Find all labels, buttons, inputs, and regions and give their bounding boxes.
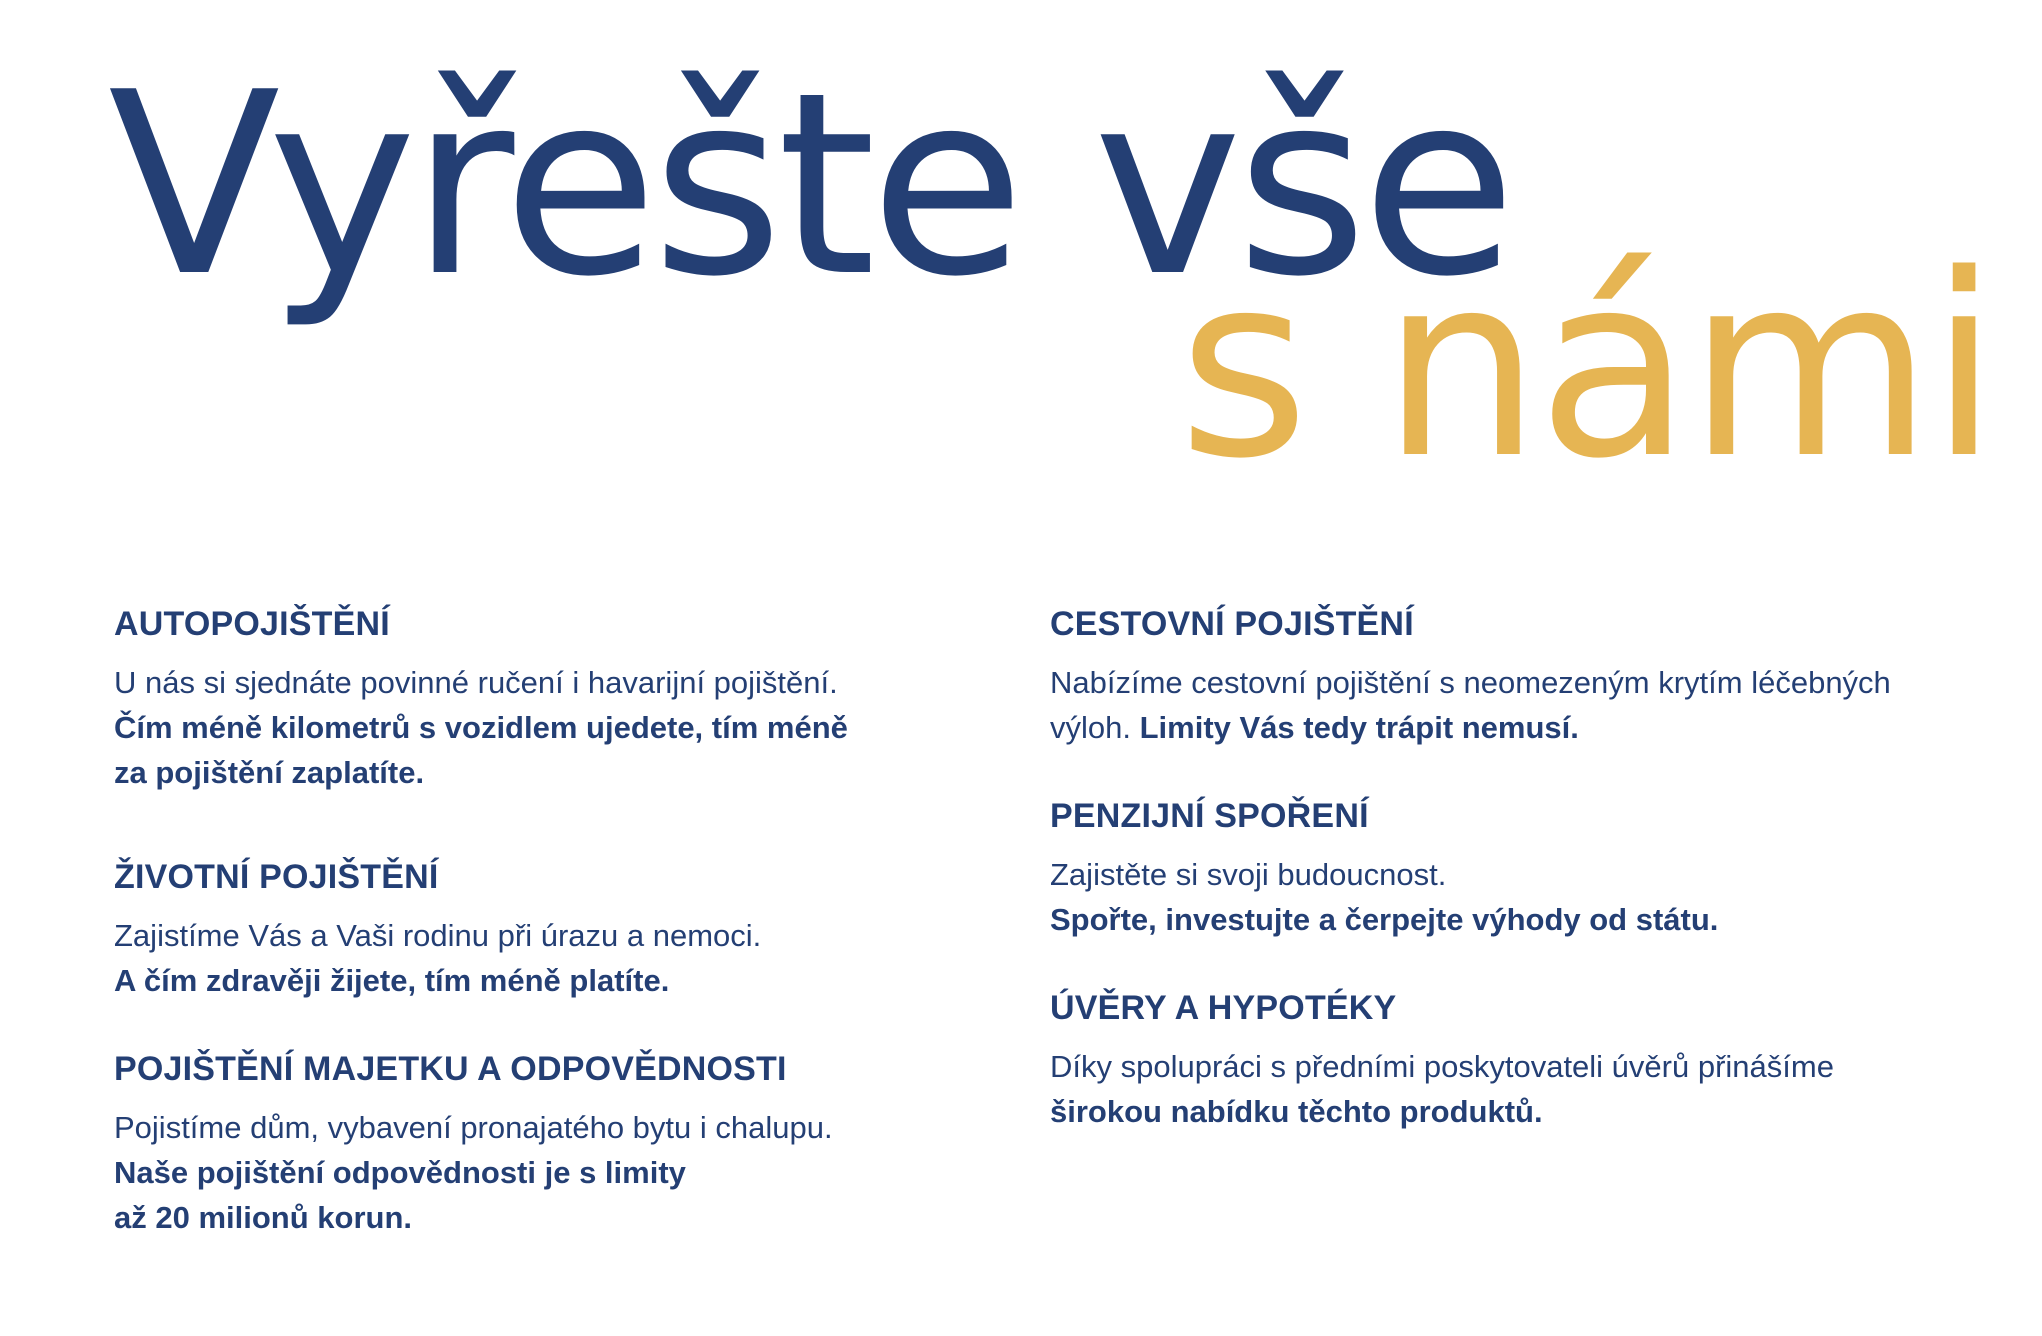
section-text-regular: Zajistíme Vás a Vaši rodinu při úrazu a nemoci.: [114, 918, 762, 953]
section-text: [114, 660, 1014, 795]
section-text-regular: Díky spolupráci s předními poskytovateli úvěrů přinášíme: [1050, 1049, 1834, 1084]
section-title: ÚVĚRY A HYPOTÉKY: [1050, 989, 1397, 1027]
section-pension-savings: [1050, 794, 1950, 942]
section-title: AUTOPOJIŠTĚNÍ: [114, 605, 390, 643]
section-title: POJIŠTĚNÍ MAJETKU A ODPOVĚDNOSTI: [114, 1050, 787, 1088]
headline-line1: Vyřešte vše: [108, 39, 1511, 332]
section-text: [1050, 1044, 1950, 1134]
section-text-bold: Spořte, investujte a čerpejte výhody od státu.: [1050, 902, 1719, 937]
section-text-bold: širokou nabídku těchto produktů.: [1050, 1094, 1543, 1129]
section-car-insurance: [114, 602, 1014, 795]
section-text-bold: A čím zdravěji žijete, tím méně platíte.: [114, 963, 670, 998]
section-text-bold: až 20 milionů korun.: [114, 1200, 412, 1235]
section-text-regular: Zajistěte si svoji budoucnost.: [1050, 857, 1447, 892]
section-text-regular: výloh.: [1050, 710, 1131, 745]
section-text-bold: Čím méně kilometrů s vozidlem ujedete, tím méně: [114, 710, 848, 745]
section-text-regular: Nabízíme cestovní pojištění s neomezeným krytím léčebných: [1050, 665, 1891, 700]
headline-line2: s námi: [1178, 221, 1996, 514]
section-title: PENZIJNÍ SPOŘENÍ: [1050, 797, 1369, 835]
section-text-bold: Limity Vás tedy trápit nemusí.: [1139, 710, 1579, 745]
section-text: [114, 913, 1014, 1003]
section-title: ŽIVOTNÍ POJIŠTĚNÍ: [114, 858, 439, 896]
section-text: [1050, 660, 1950, 750]
services-column-right: [1050, 602, 1950, 1178]
section-text: [114, 1105, 1014, 1240]
section-text-bold: Naše pojištění odpovědnosti je s limity: [114, 1155, 686, 1190]
section-text-regular: U nás si sjednáte povinné ručení i havarijní pojištění.: [114, 665, 838, 700]
section-text-bold: za pojištění zaplatíte.: [114, 755, 425, 790]
section-loans-mortgages: [1050, 986, 1950, 1134]
section-travel-insurance: [1050, 602, 1950, 750]
section-property-liability-insurance: [114, 1047, 1014, 1240]
services-column-left: [114, 602, 1014, 1284]
section-text: [1050, 852, 1950, 942]
section-text-regular: Pojistíme dům, vybavení pronajatého bytu i chalupu.: [114, 1110, 833, 1145]
section-title: CESTOVNÍ POJIŠTĚNÍ: [1050, 605, 1414, 643]
section-life-insurance: [114, 855, 1014, 1003]
